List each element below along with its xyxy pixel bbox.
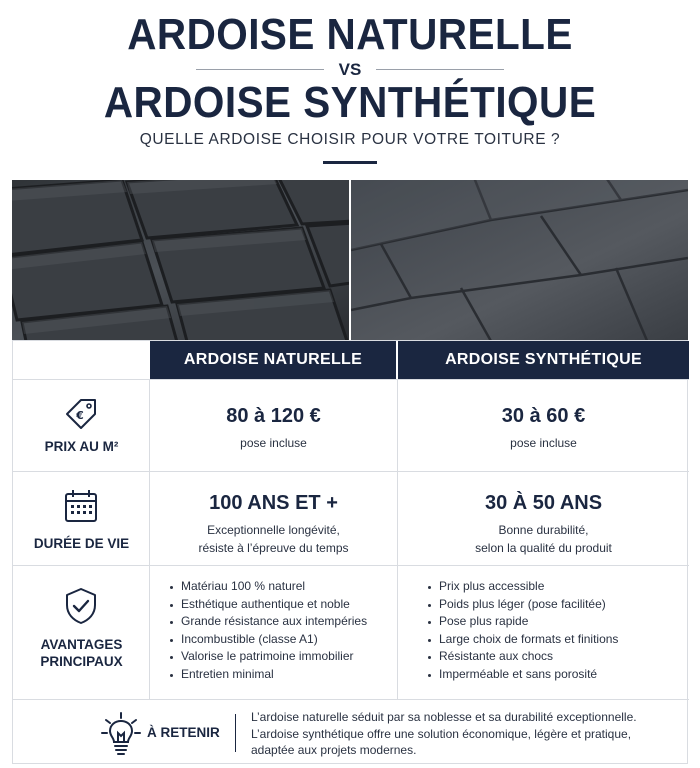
calendar-icon bbox=[61, 486, 101, 526]
takeaway-line-1: L’ardoise naturelle séduit par sa noblesse et sa durabilité exceptionnelle. bbox=[251, 710, 637, 724]
list-item: Large choix de formats et finitions bbox=[427, 631, 618, 649]
price-synthetic-note: pose incluse bbox=[510, 436, 577, 450]
list-item: Poids plus léger (pose facilitée) bbox=[427, 596, 618, 614]
price-synthetic-value: 30 à 60 € bbox=[501, 405, 586, 427]
shield-check-icon bbox=[61, 586, 101, 626]
list-item: Incombustible (classe A1) bbox=[169, 631, 367, 649]
list-item: Imperméable et sans porosité bbox=[427, 666, 618, 684]
row-price-label-cell bbox=[13, 380, 150, 471]
advantages-synthetic-cell bbox=[398, 566, 689, 699]
synthetic-slate-photo bbox=[351, 180, 688, 340]
comparison-table bbox=[12, 340, 688, 764]
row-advantages-label-1: AVANTAGES bbox=[40, 637, 123, 652]
header bbox=[0, 0, 700, 176]
svg-text:€: € bbox=[76, 409, 84, 422]
lifespan-synthetic-value: 30 À 50 ANS bbox=[484, 492, 603, 514]
advantages-synthetic-list bbox=[427, 578, 618, 684]
advantages-natural-cell bbox=[150, 566, 398, 699]
takeaway-divider bbox=[235, 714, 236, 752]
price-natural-note: pose incluse bbox=[240, 436, 307, 450]
vs-line-right bbox=[376, 69, 504, 70]
takeaway-line-2: L’ardoise synthétique offre une solution économique, légère et pratique, bbox=[251, 726, 632, 741]
lifespan-synthetic-cell bbox=[398, 472, 689, 565]
lifespan-synthetic-note-1: Bonne durabilité, bbox=[498, 523, 589, 537]
row-price-label: PRIX AU M² bbox=[44, 439, 119, 454]
lifespan-synthetic-note-2: selon la qualité du produit bbox=[475, 541, 612, 555]
takeaway-line-3: adaptée aux projets modernes. bbox=[251, 743, 417, 757]
takeaway-text bbox=[251, 709, 671, 759]
row-price bbox=[13, 379, 689, 471]
lifespan-natural-value: 100 ANS ET + bbox=[209, 492, 338, 514]
list-item: Valorise le patrimoine immobilier bbox=[169, 648, 367, 666]
price-natural-value: 80 à 120 € bbox=[226, 405, 321, 427]
list-item: Pose plus rapide bbox=[427, 613, 618, 631]
natural-slate-photo bbox=[12, 180, 349, 340]
row-lifespan bbox=[13, 471, 689, 565]
list-item: Matériau 100 % naturel bbox=[169, 578, 367, 596]
slate-photos bbox=[12, 180, 688, 340]
lifespan-natural-cell bbox=[150, 472, 398, 565]
list-item: Résistante aux chocs bbox=[427, 648, 618, 666]
column-header-synthetic: ARDOISE SYNTHÉTIQUE bbox=[398, 341, 689, 379]
row-lifespan-label: DURÉE DE VIE bbox=[33, 536, 130, 551]
vs-label: VS bbox=[338, 60, 362, 79]
row-advantages bbox=[13, 565, 689, 699]
lifespan-natural-note-2: résiste à l’épreuve du temps bbox=[198, 541, 349, 555]
row-advantages-label-2: PRINCIPAUX bbox=[40, 654, 123, 669]
advantages-natural-list bbox=[169, 578, 367, 684]
lifespan-natural-note-1: Exceptionnelle longévité, bbox=[207, 523, 340, 537]
row-advantages-label-cell bbox=[13, 566, 150, 699]
list-item: Prix plus accessible bbox=[427, 578, 618, 596]
price-natural-cell bbox=[150, 380, 398, 471]
takeaway-label: À RETENIR bbox=[147, 725, 220, 740]
list-item: Esthétique authentique et noble bbox=[169, 596, 367, 614]
column-header-natural: ARDOISE NATURELLE bbox=[150, 341, 396, 379]
title-synthetic-slate: ARDOISE SYNTHÉTIQUE bbox=[103, 78, 597, 127]
subtitle-underline bbox=[323, 161, 377, 164]
title-natural-slate: ARDOISE NATURELLE bbox=[127, 10, 573, 59]
row-lifespan-label-cell bbox=[13, 472, 150, 565]
subtitle: QUELLE ARDOISE CHOISIR POUR VOTRE TOITURE ? bbox=[139, 131, 561, 148]
euro-price-tag-icon bbox=[61, 394, 101, 434]
list-item: Grande résistance aux intempéries bbox=[169, 613, 367, 631]
list-item: Entretien minimal bbox=[169, 666, 367, 684]
price-synthetic-cell bbox=[398, 380, 689, 471]
vs-separator bbox=[0, 60, 700, 80]
lightbulb-icon bbox=[101, 712, 141, 756]
takeaway-row bbox=[13, 699, 689, 765]
